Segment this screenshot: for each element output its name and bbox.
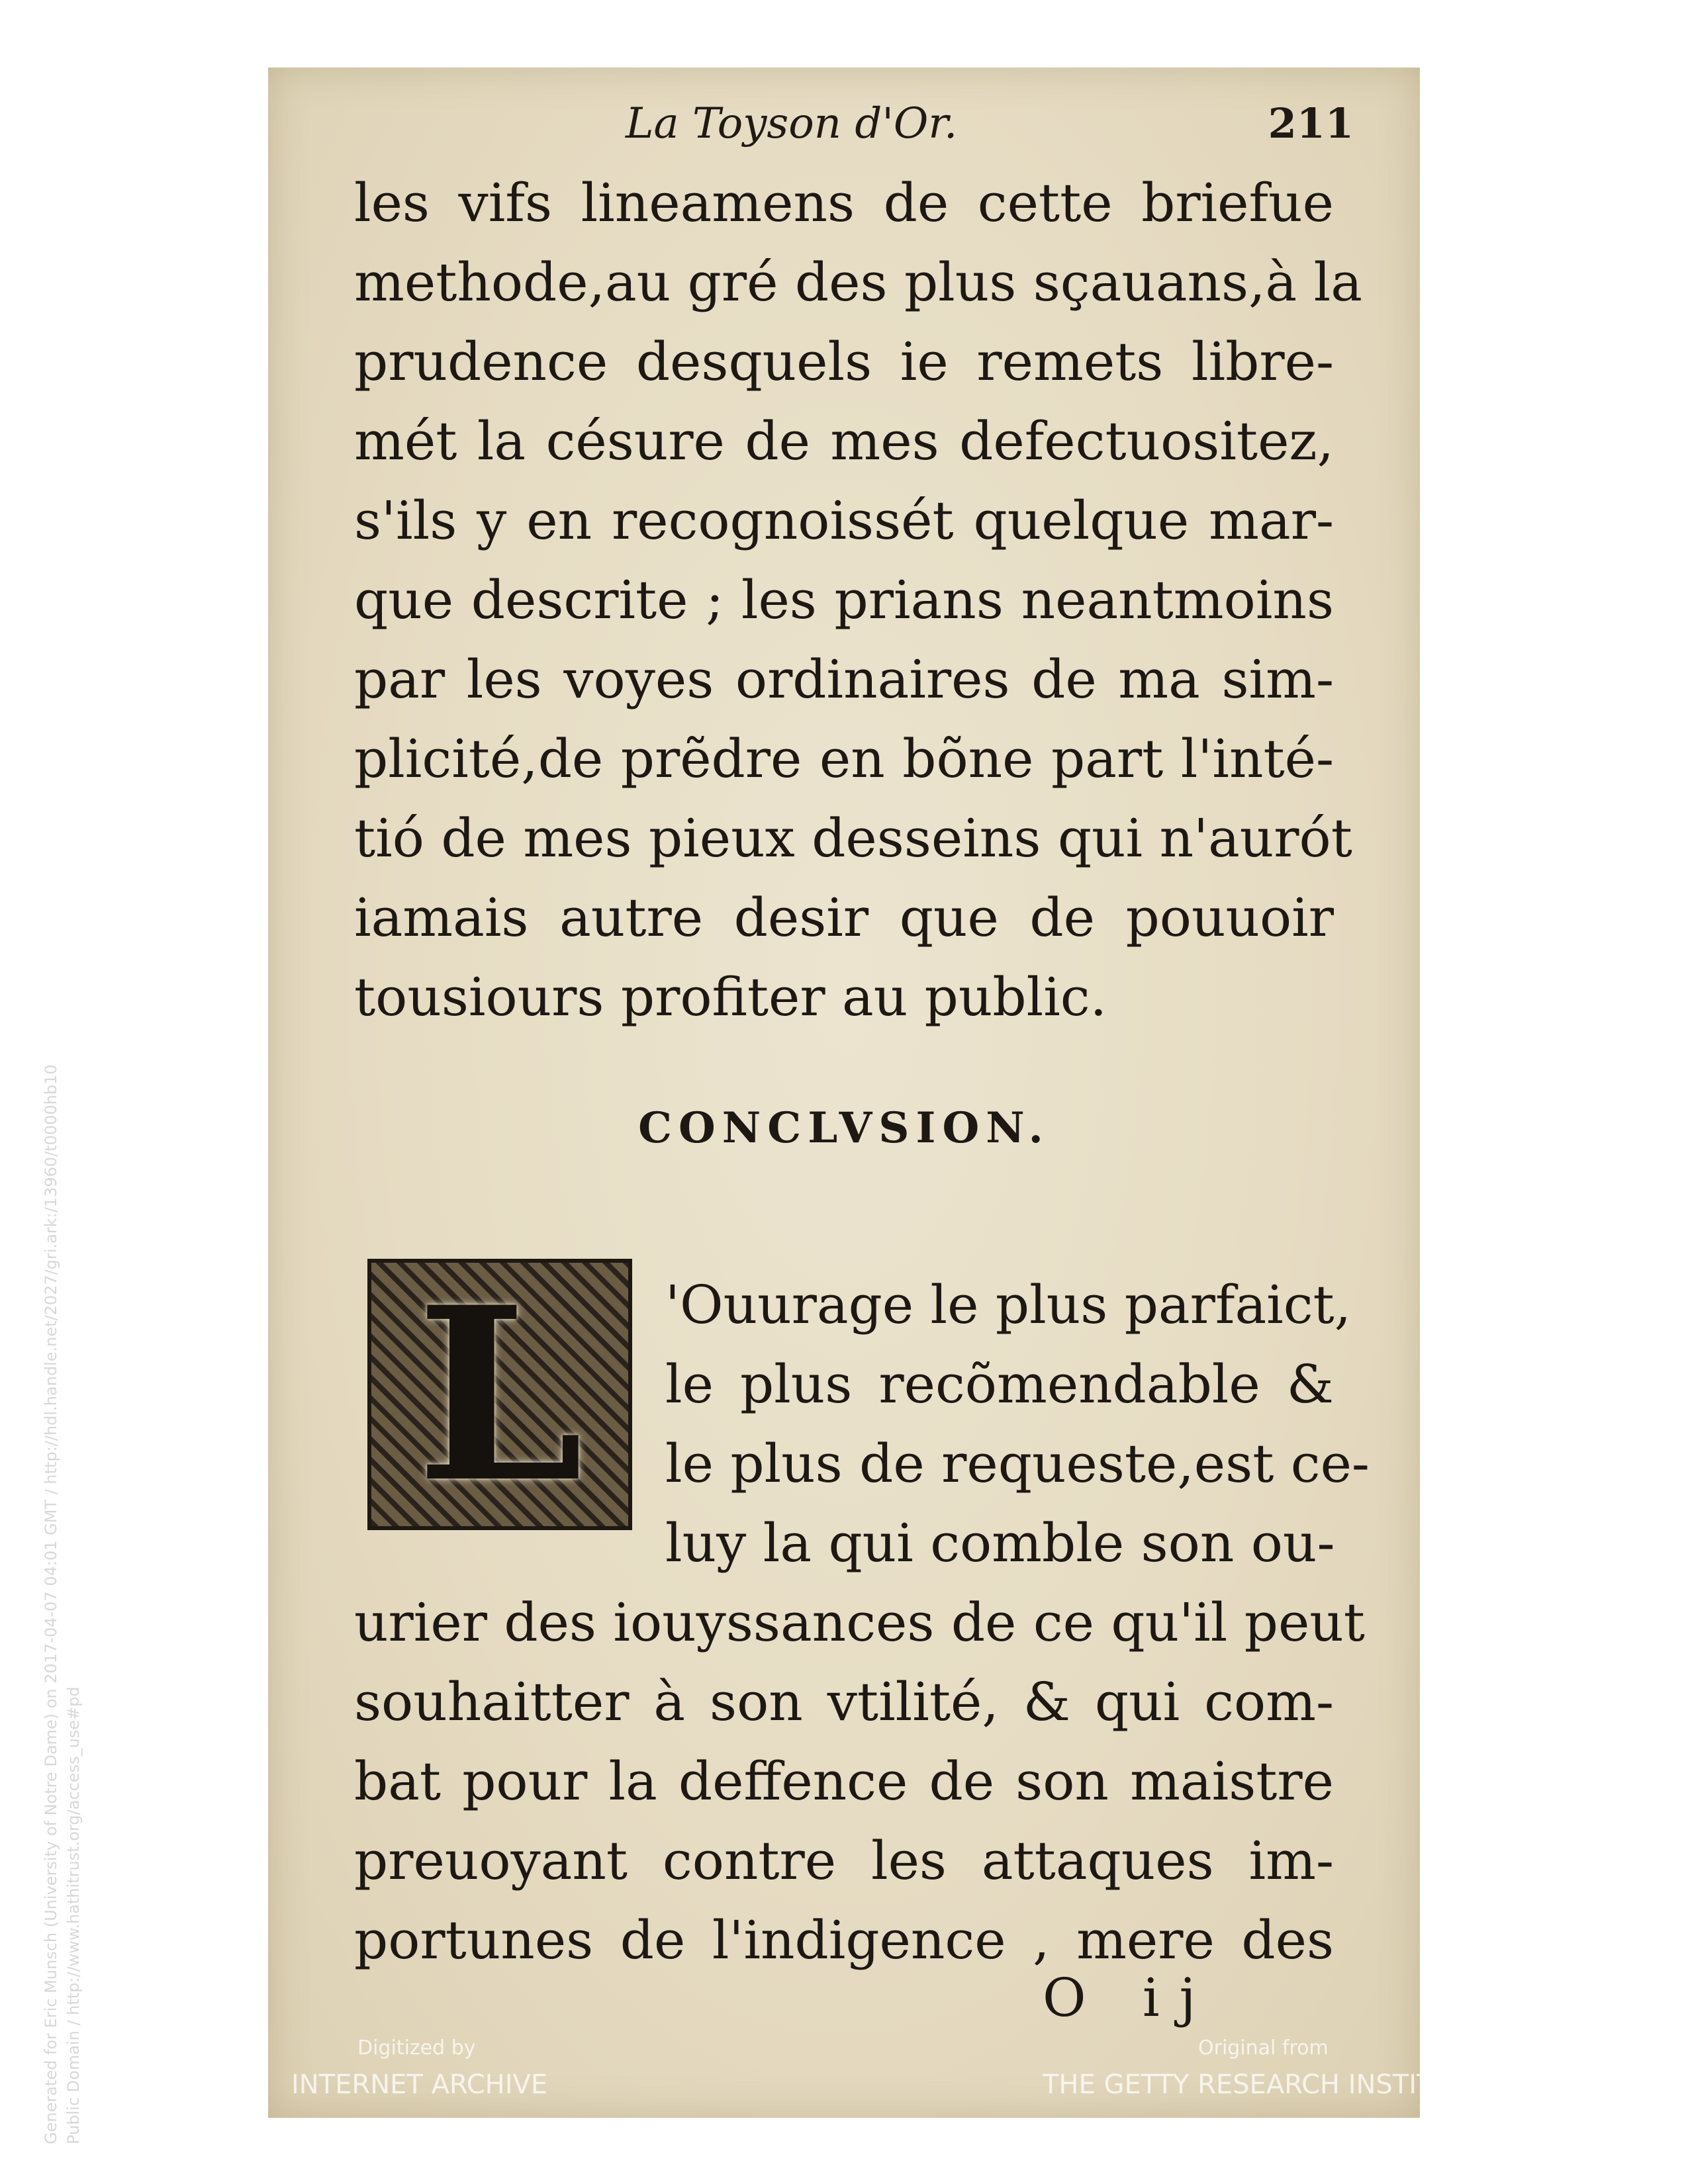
text-line: portunes de l'indigence , mere des bbox=[354, 1909, 1334, 1971]
text-line: par les voyes ordinaires de ma sim- bbox=[354, 649, 1334, 710]
text-line: mét la césure de mes defectuositez, bbox=[354, 410, 1334, 472]
access-notice bbox=[40, 1064, 85, 2144]
watermark-digitized-by: Digitized by bbox=[357, 2036, 476, 2060]
text-line: 'Ouurage le plus parfaict, bbox=[665, 1274, 1352, 1336]
watermark-original-from: Original from bbox=[1198, 2036, 1329, 2060]
scanned-page bbox=[268, 68, 1485, 2118]
text-line: plicité,de prẽdre en bõne part l'inté- bbox=[354, 728, 1334, 790]
text-line: preuoyant contre les attaques im- bbox=[354, 1830, 1334, 1891]
page-header bbox=[268, 99, 1420, 159]
text-line: prudence desquels ie remets libre- bbox=[354, 331, 1334, 392]
text-line: le plus recõmendable & bbox=[665, 1353, 1334, 1415]
running-title: La Toyson d'Or. bbox=[626, 99, 958, 148]
signature-mark: O ij bbox=[1043, 1967, 1216, 2028]
text-line: bat pour la deffence de son maistre bbox=[354, 1751, 1334, 1812]
text-line: tousiours profiter au public. bbox=[354, 966, 1107, 1028]
text-line: le plus de requeste,est ce- bbox=[665, 1433, 1370, 1494]
text-line: iamais autre desir que de pouuoir bbox=[354, 887, 1334, 948]
text-line: les vifs lineamens de cette briefue bbox=[354, 172, 1334, 234]
text-line: s'ils y en recognoissét quelque mar- bbox=[354, 490, 1334, 551]
watermark-internet-archive: INTERNET ARCHIVE bbox=[291, 2070, 548, 2100]
text-line: urier des iouyssances de ce qu'il peut bbox=[354, 1592, 1365, 1653]
section-heading: CONCLVSION. bbox=[638, 1103, 1050, 1153]
text-line: souhaitter à son vtilité, & qui com- bbox=[354, 1671, 1334, 1733]
text-line: que descrite ; les prians neantmoins bbox=[354, 569, 1334, 631]
text-line: methode,au gré des plus sçauans,à la bbox=[354, 251, 1362, 313]
text-line: tió de mes pieux desseins qui n'aurót bbox=[354, 807, 1352, 869]
ornamental-drop-cap bbox=[367, 1254, 632, 1535]
drop-cap-letter: L bbox=[416, 1254, 584, 1535]
access-notice-line-2: Public Domain / http://www.hathitrust.org/access_use#pd bbox=[64, 1686, 83, 2144]
text-line: luy la qui comble son ou- bbox=[665, 1512, 1335, 1574]
access-notice-line-1: Generated for Eric Munsch (University of Notre Dame) on 2017-04-07 04:01 GMT / http://hdl.handle.net/2027/gri.ark:/13960/t0000hb10 bbox=[42, 1064, 60, 2144]
page-number: 211 bbox=[1268, 99, 1354, 148]
watermark-getty: THE GETTY RESEARCH INSTITUTE bbox=[1043, 2070, 1485, 2100]
